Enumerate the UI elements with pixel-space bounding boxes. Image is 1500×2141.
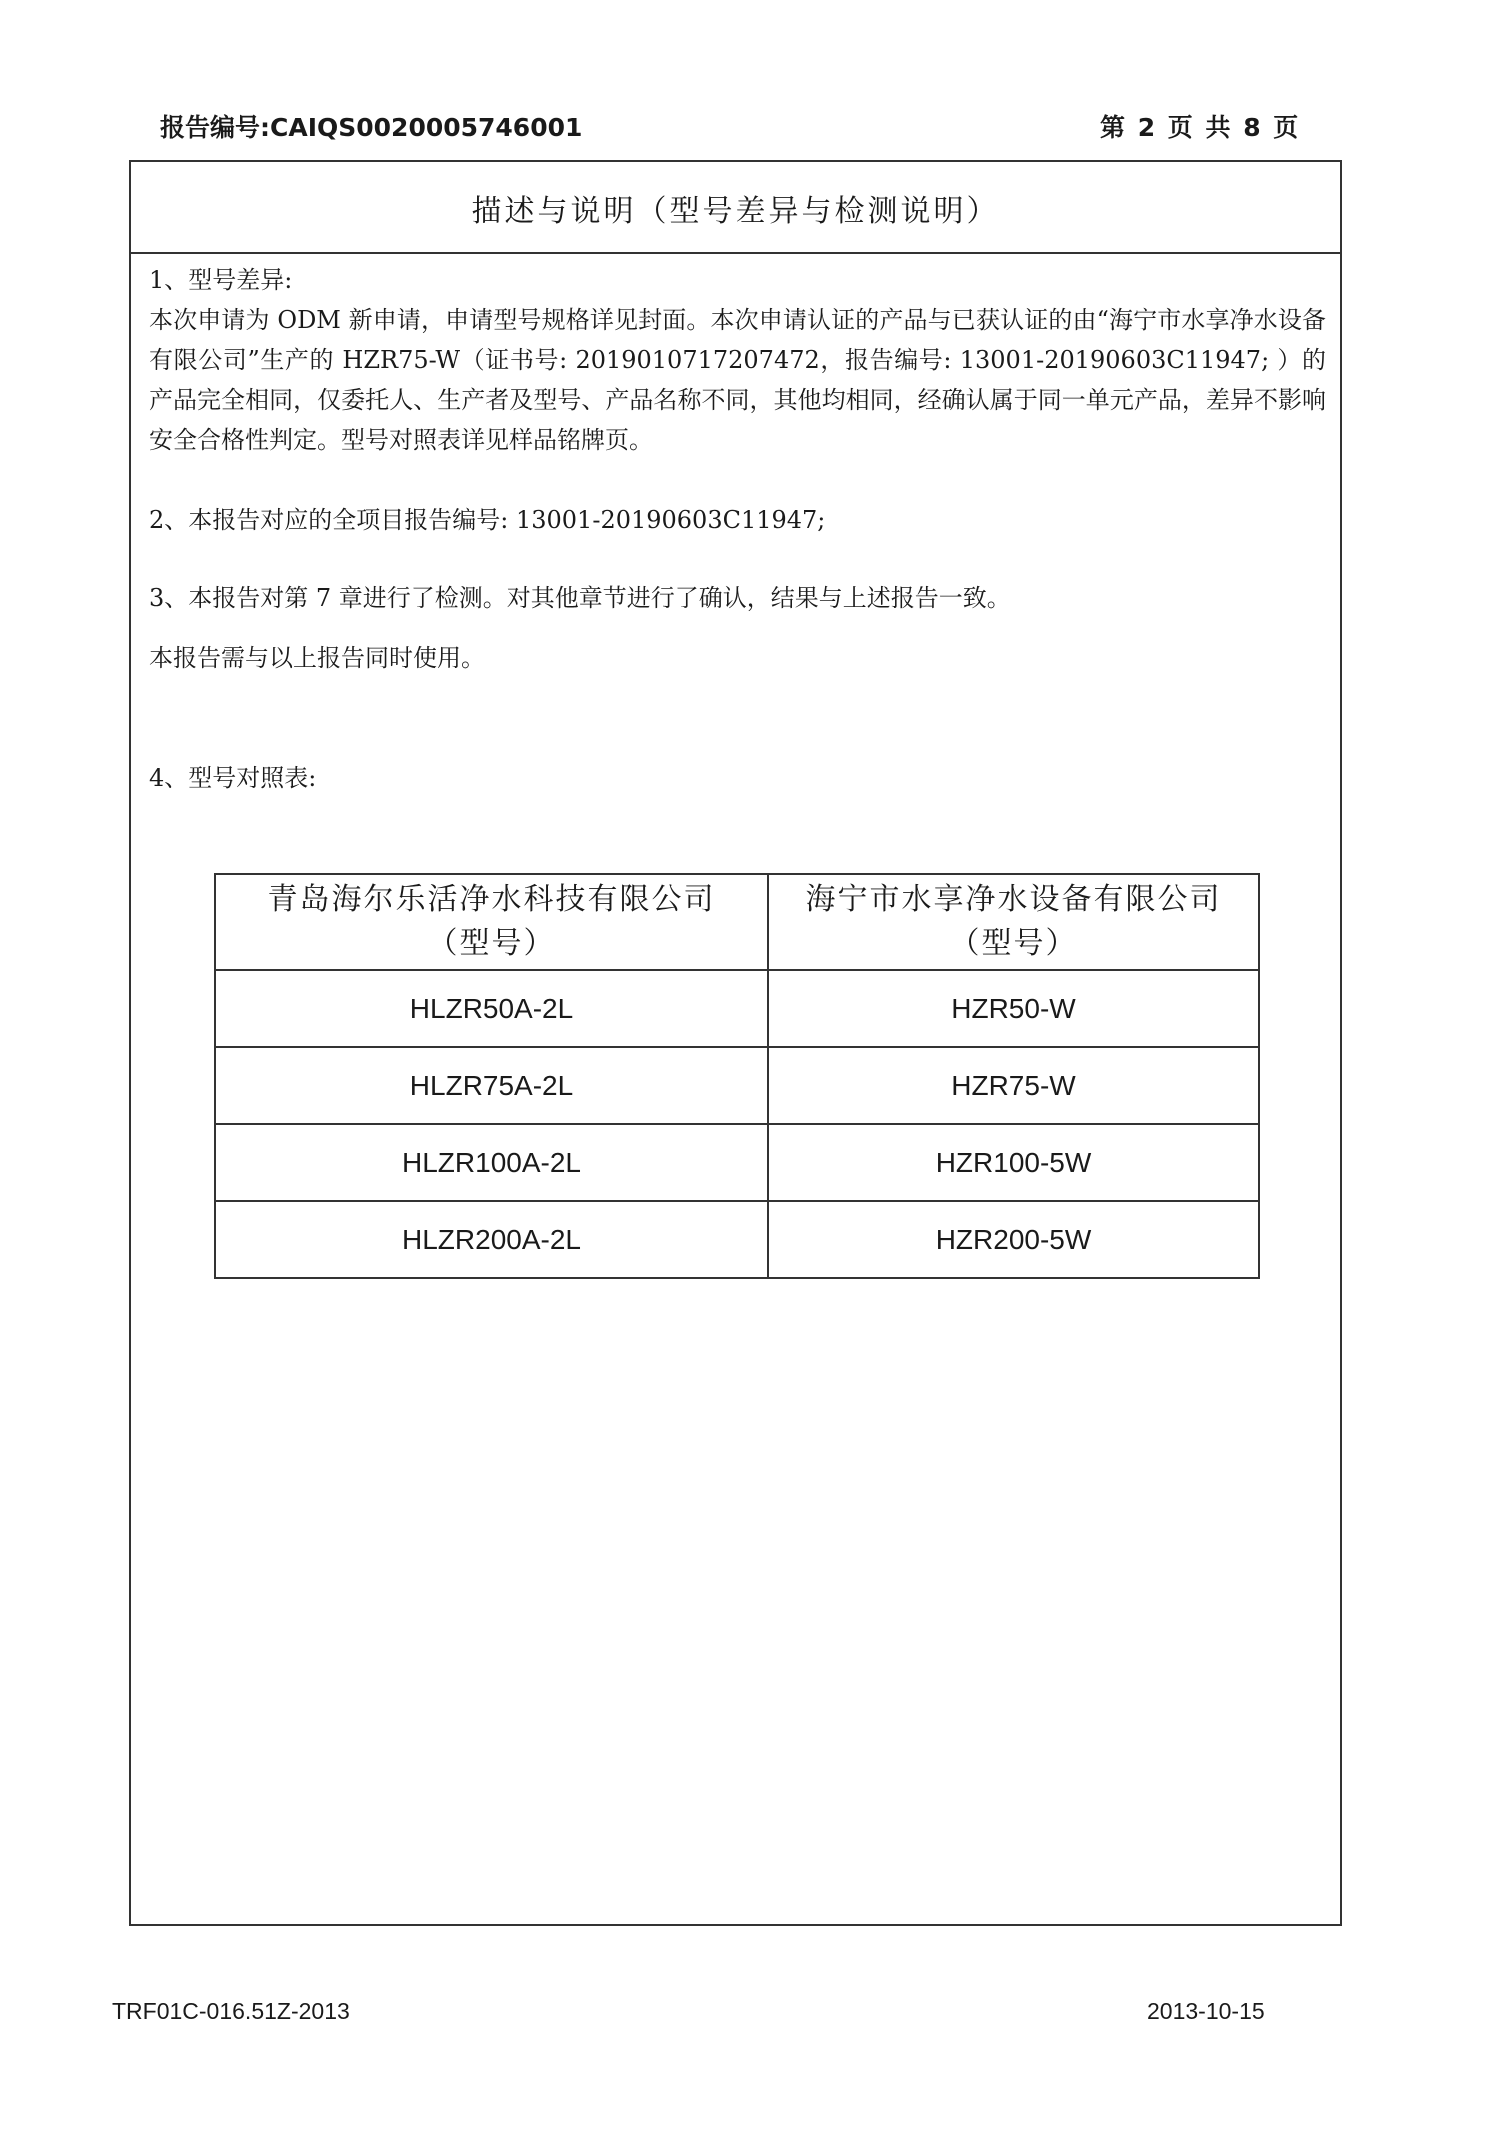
col2-subtitle: （型号） — [949, 926, 1078, 961]
item2-text: 2、本报告对应的全项目报告编号: 13001-20190603C11947; — [149, 506, 826, 534]
table-row — [215, 1201, 1259, 1278]
title-cell — [131, 162, 1340, 254]
model-cell: HLZR100A-2L — [215, 1124, 768, 1201]
page-indicator: 第 2 页 共 8 页 — [1100, 113, 1301, 142]
model-cell: HLZR200A-2L — [215, 1201, 768, 1278]
form-date: 2013-10-15 — [1147, 1998, 1265, 2024]
report-number: 报告编号:CAIQS0020005746001 — [160, 113, 583, 142]
item4-heading: 4、型号对照表: — [149, 764, 317, 792]
section-title: 描述与说明（型号差异与检测说明） — [471, 194, 1000, 229]
col2-company: 海宁市水享净水设备有限公司 — [805, 882, 1222, 917]
col2-header — [768, 874, 1259, 970]
table-row — [215, 1124, 1259, 1201]
col1-header — [215, 874, 768, 970]
form-number: TRF01C-016.51Z-2013 — [112, 1998, 350, 2024]
table-header-row — [215, 874, 1259, 970]
item1-heading: 1、型号差异: — [149, 266, 293, 294]
model-cell: HZR100-5W — [768, 1124, 1259, 1201]
model-comparison-table — [214, 873, 1260, 1279]
item1-body: 本次申请为 ODM 新申请，申请型号规格详见封面。本次申请认证的产品与已获认证的由“海宁市水享净水设备有限公司”生产的 HZR75-W（证书号: 2019010717207472，报告编号: 13001-20190603C11947; ）的产品完全相同，仅委托人、生产者及型号、产品名称不同，其他均相同，经确认属于同一单元产品，差异不影响安全合格性判定。型号对照表详见样品铭牌页。 — [149, 306, 1326, 454]
model-cell: HLZR50A-2L — [215, 970, 768, 1047]
table-row — [215, 1047, 1259, 1124]
model-cell: HLZR75A-2L — [215, 1047, 768, 1124]
usage-note: 本报告需与以上报告同时使用。 — [149, 644, 485, 672]
table-row — [215, 970, 1259, 1047]
model-cell: HZR50-W — [768, 970, 1259, 1047]
col1-company: 青岛海尔乐活净水科技有限公司 — [267, 882, 716, 917]
model-cell: HZR75-W — [768, 1047, 1259, 1124]
col1-subtitle: （型号） — [427, 926, 556, 961]
item3-text: 3、本报告对第 7 章进行了检测。对其他章节进行了确认，结果与上述报告一致。 — [149, 584, 1011, 612]
model-cell: HZR200-5W — [768, 1201, 1259, 1278]
